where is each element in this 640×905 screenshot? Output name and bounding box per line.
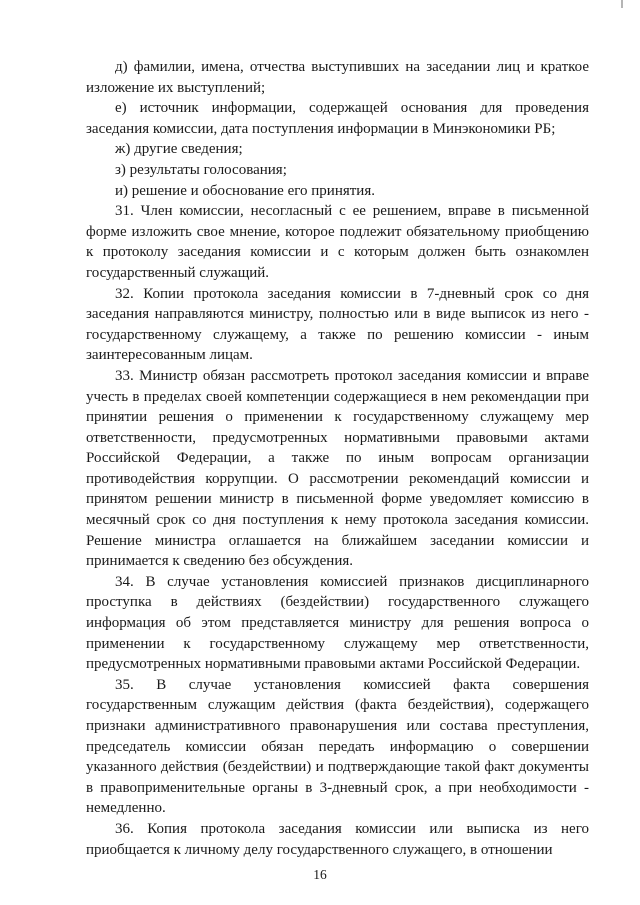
clause-32: 32. Копии протокола заседания комиссии в 7-дневный срок со дня заседания направляются министру, полностью или в виде выписок из него - государственному служащему, а также по решению комиссии - иным заинтересованным лицам. bbox=[86, 285, 589, 364]
scan-edge-mark bbox=[621, 0, 623, 8]
clause-34: 34. В случае установления комиссией признаков дисциплинарного проступка в действиях (бездействии) государственного служащего информация об этом представляется министру для решения вопроса о применении к государственному служащему мер ответственности, предусмотренных нормативными правовыми актами Российской Федерации. bbox=[86, 573, 589, 673]
list-item-z: з) результаты голосования; bbox=[115, 161, 287, 178]
clause-31: 31. Член комиссии, несогласный с ее решением, вправе в письменной форме изложить свое мнение, которое подлежит обязательному приобщению к протоколу заседания комиссии и с которым должен быть ознакомлен государственный служащий. bbox=[86, 203, 589, 281]
page-number: 16 bbox=[313, 867, 327, 882]
clause-35: 35. В случае установления комиссией факта совершения государственным служащим действия (факта бездействия), содержащего признаки административного правонарушения или состава преступления, председатель комиссии обязан передать информацию о совершении указанного действия (бездействии) и подтверждающие такой факт документы в правоприменительные органы в 3-дневный срок, а при необходимости - немедленно. bbox=[86, 676, 589, 817]
list-item-d: д) фамилии, имена, отчества выступивших на заседании лиц и краткое изложение их выступлений; bbox=[86, 59, 589, 96]
list-item-zh: ж) другие сведения; bbox=[115, 141, 243, 158]
clause-36: 36. Копия протокола заседания комиссии или выписка из него приобщается к личному делу государственного служащего, в отношении bbox=[86, 820, 589, 858]
clause-33: 33. Министр обязан рассмотреть протокол заседания комиссии и вправе учесть в пределах своей компетенции содержащиеся в нем рекомендации при принятии решения о применении к государственному служащему мер ответственности, предусмотренных нормативными правовыми актами Российской Федерации, а также по иным вопросам организации противодействия коррупции. О рассмотрении рекомендаций комиссии и принятом решении министр в письменной форме уведомляет комиссию в месячный срок со дня поступления к нему протокола заседания комиссии. Решение министра оглашается на ближайшем заседании комиссии и принимается к сведению без обсуждения. bbox=[86, 367, 589, 570]
document-body bbox=[86, 57, 589, 860]
list-item-i: и) решение и обоснование его принятия. bbox=[115, 182, 375, 199]
list-item-e: е) источник информации, содержащей основания для проведения заседания комиссии, дата поступления информации в Минэкономики РБ; bbox=[86, 100, 589, 137]
